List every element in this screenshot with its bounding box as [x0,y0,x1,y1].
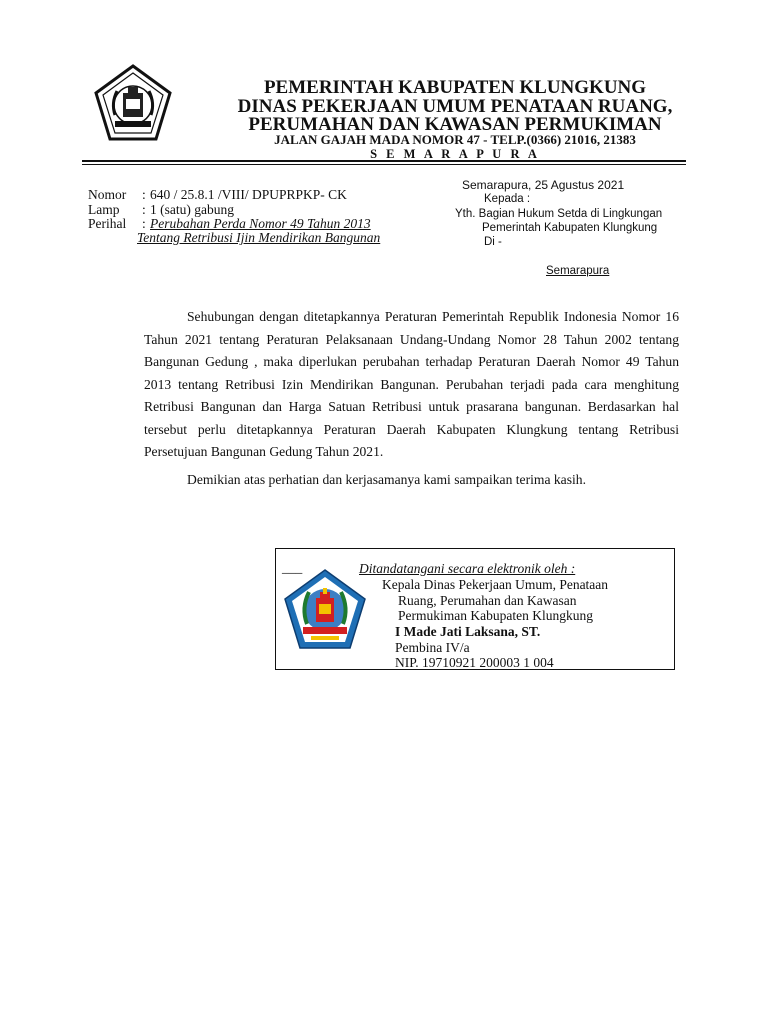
header-city: S E M A R A P U R A [370,147,540,161]
recipient-line2: Pemerintah Kabupaten Klungkung [482,222,658,234]
signer-name: I Made Jati Laksana, ST. [395,624,541,639]
recipient-line1: Yth. Bagian Hukum Setda di Lingkungan [455,208,663,220]
perihal-colon: : [142,216,146,231]
klungkung-emblem-icon [93,63,173,143]
body-paragraph-1: Sehubungan dengan ditetapkannya Peraturan Pemerintah Republik Indonesia Nomor 16 Tahun 2021 tentang Peraturan Pelaksanaan Undang-Undang Nomor 28 Tahun 2002 tentang Bangunan Gedung , maka diperlukan perubahan terhadap Peraturan Daerah Nomor 49 Tahun 2013 tentang Retribusi Izin Mendirikan Bangunan. Perubahan terjadi pada cara menghitung Retribusi Bangunan dan Harga Satuan Retribusi untuk prasarana bangunan. Berdasarkan hal tersebut perlu ditetapkannya Peraturan Daerah Kabupaten Klungkung tentang Retribusi Persetujuan Bangunan Gedung Tahun 2021. [144,309,679,459]
signer-nip: NIP. 19710921 200003 1 004 [395,655,554,670]
header-rule-thin [82,164,686,165]
header-rule-thick [82,160,686,162]
header-government: PEMERINTAH KABUPATEN KLUNGKUNG [263,77,647,98]
kepada-label: Kepada : [484,193,531,205]
signer-title-line1: Kepala Dinas Pekerjaan Umum, Penataan [382,577,609,592]
signed-electronically-label: Ditandatangani secara elektronik oleh : [359,561,576,576]
signer-title-line3: Permukiman Kabupaten Klungkung [398,608,593,623]
nomor-colon: : [142,187,146,202]
lamp-value: 1 (satu) gabung [150,202,234,217]
recipient-di: Di - [484,236,502,248]
lamp-label: Lamp [88,202,120,217]
header-department-cont: PERUMAHAN DAN KAWASAN PERMUKIMAN [248,114,662,135]
header-address: JALAN GAJAH MADA NOMOR 47 - TELP.(0366) 21016, 21383 [274,132,636,147]
signature-dash: ___ [282,560,303,575]
perihal-line2: Tentang Retribusi Ijin Mendirikan Bangunan [137,230,381,245]
recipient-place: Semarapura [546,265,610,277]
nomor-value: 640 / 25.8.1 /VIII/ DPUPRPKP- CK [150,187,347,202]
signer-rank: Pembina IV/a [395,640,470,655]
body-paragraph-2: Demikian atas perhatian dan kerjasamanya kami sampaikan terima kasih. [187,472,586,487]
signer-title-line2: Ruang, Perumahan dan Kawasan [398,593,577,608]
lamp-colon: : [142,202,146,217]
perihal-label: Perihal [88,216,127,231]
letter-date: Semarapura, 25 Agustus 2021 [462,178,625,192]
klungkung-emblem-color-icon [283,568,367,652]
perihal-line1: Perubahan Perda Nomor 49 Tahun 2013 [150,216,371,231]
nomor-label: Nomor [88,187,127,202]
header-department: DINAS PEKERJAAN UMUM PENATAAN RUANG, [237,96,673,117]
